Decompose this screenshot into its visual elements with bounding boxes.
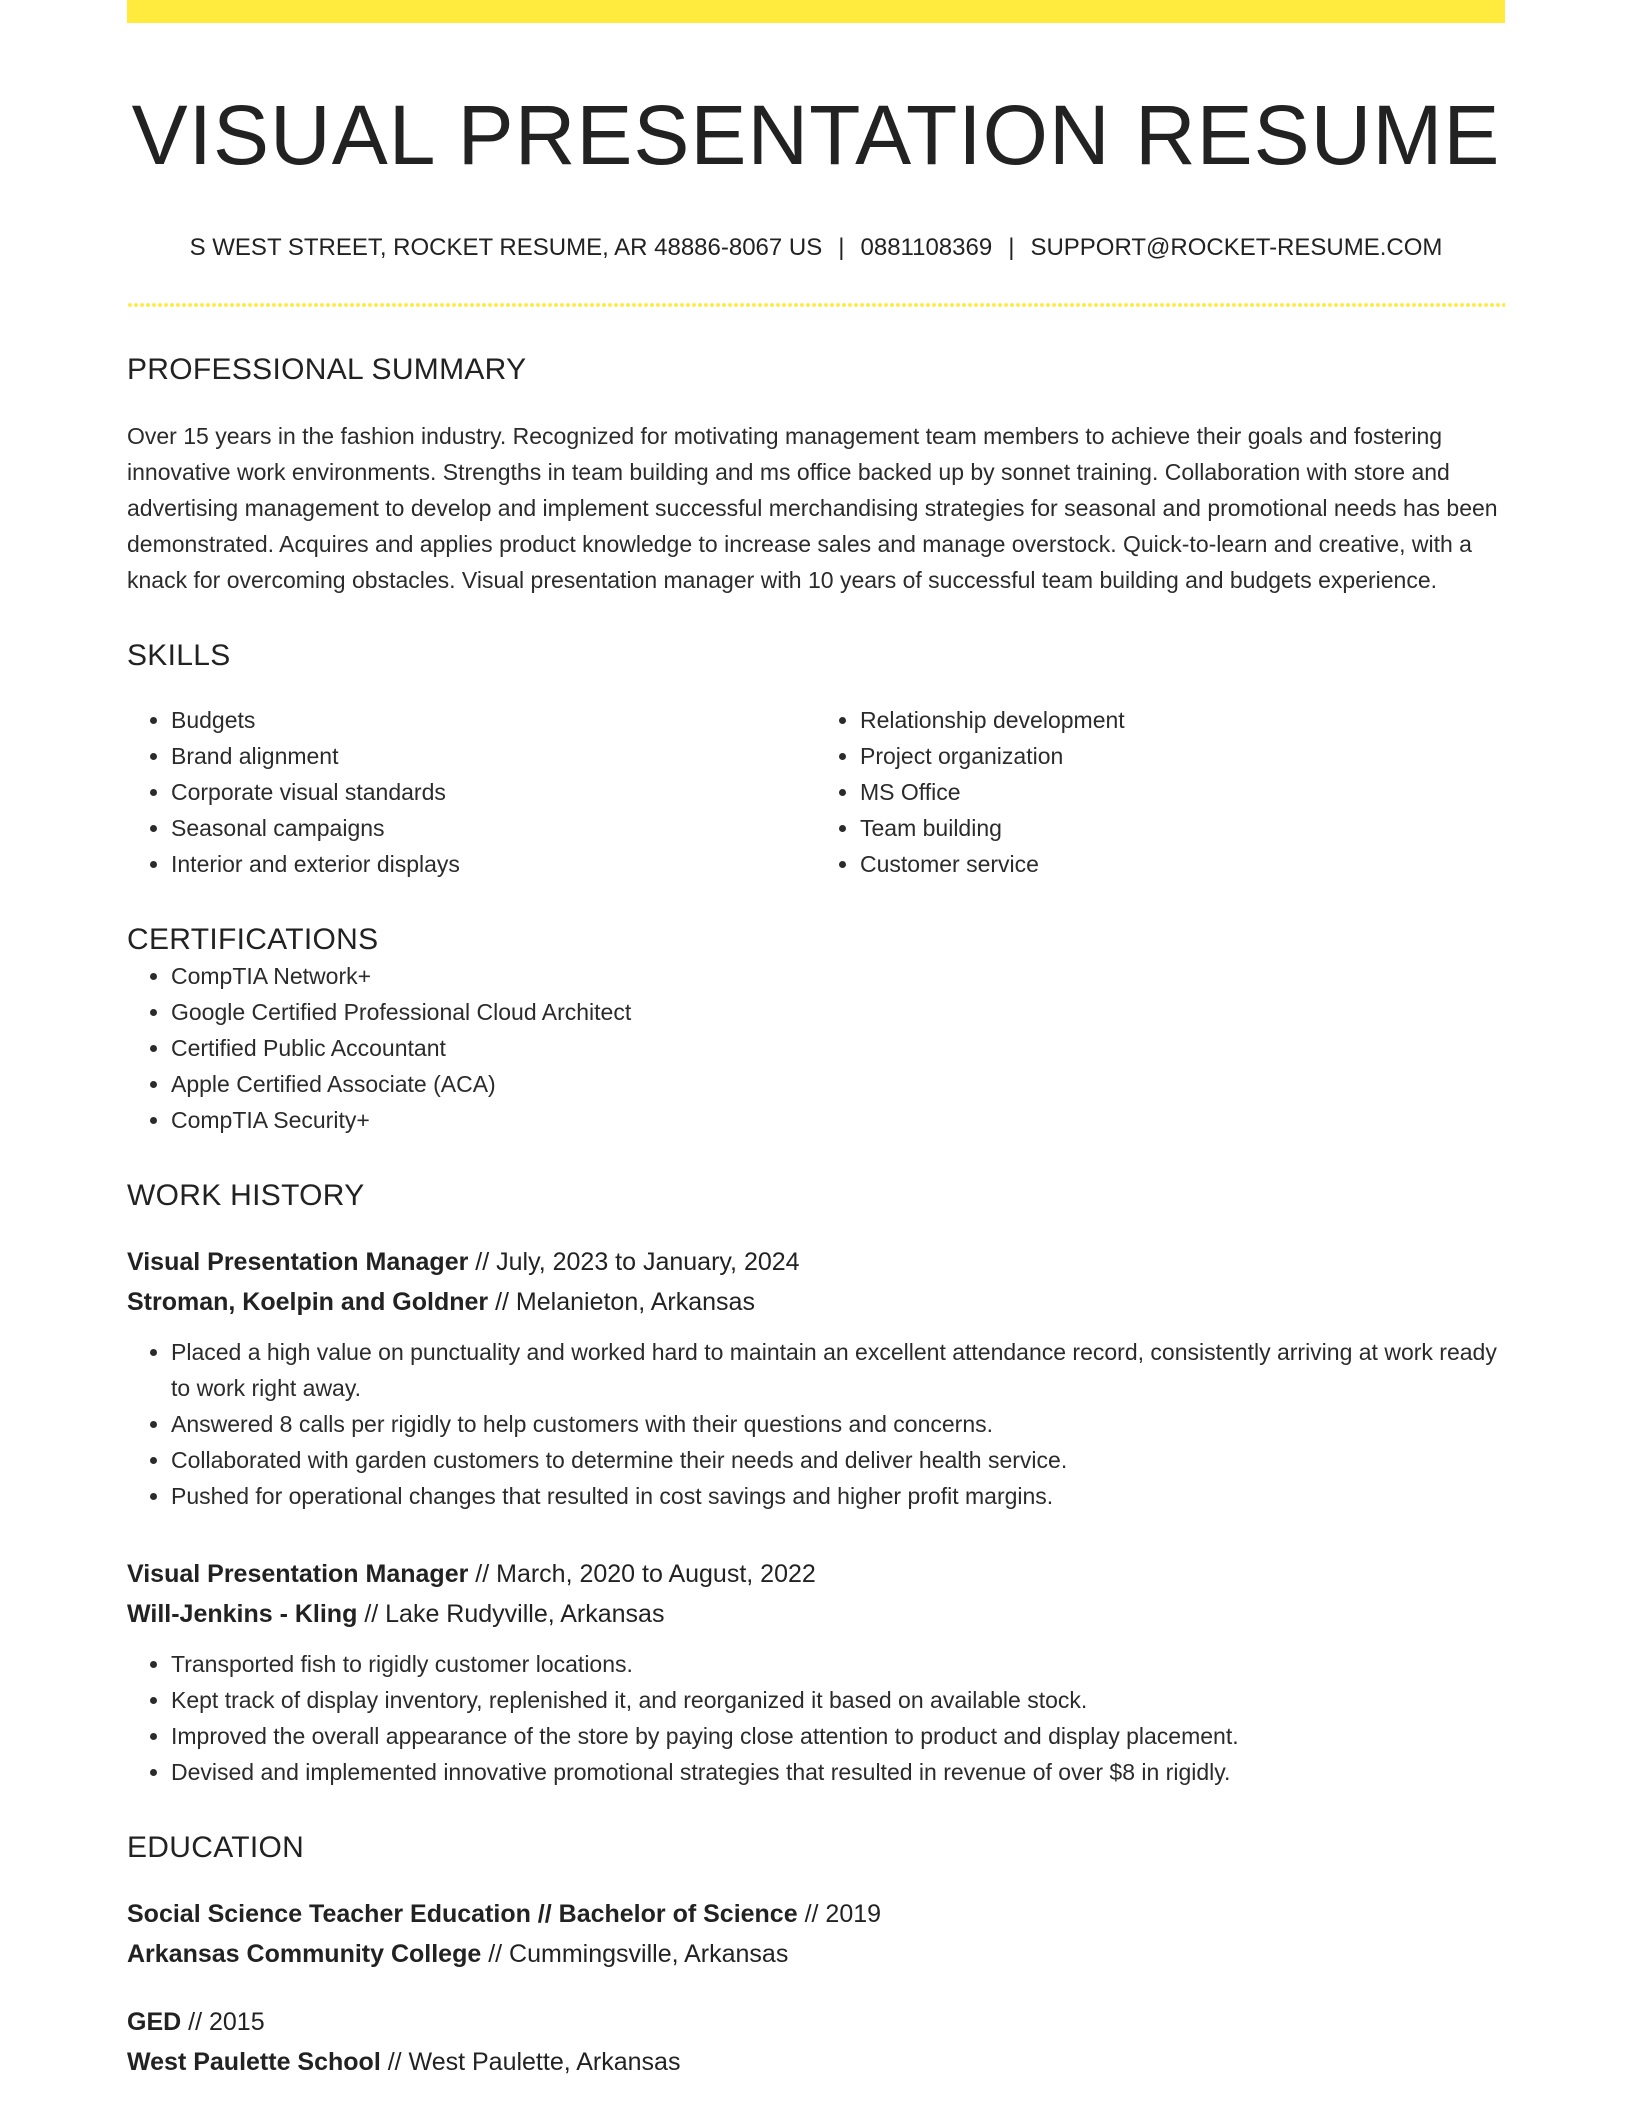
job-company-line xyxy=(127,1594,1505,1634)
certification-item: • Google Certified Professional Cloud Architect xyxy=(171,994,1505,1030)
skills-grid xyxy=(127,702,1505,882)
job-title-line xyxy=(127,1242,1505,1282)
skills-list-right xyxy=(816,702,1505,882)
skills-list-left xyxy=(127,702,816,882)
job-location: // Melanieton, Arkansas xyxy=(495,1287,755,1316)
section-title-work: WORK HISTORY xyxy=(127,1178,365,1212)
skill-item: • Seasonal campaigns xyxy=(171,810,816,846)
skill-item: • Customer service xyxy=(860,846,1505,882)
job-company: Stroman, Koelpin and Goldner xyxy=(127,1287,489,1316)
job-bullet: • Devised and implemented innovative promotional strategies that resulted in revenue of over $8 in rigidly. xyxy=(171,1754,1505,1790)
job-dates: // March, 2020 to August, 2022 xyxy=(475,1559,816,1588)
job-bullets xyxy=(127,1646,1505,1790)
top-accent-bar xyxy=(127,0,1505,23)
job-location: // Lake Rudyville, Arkansas xyxy=(364,1599,665,1628)
skill-item: • Interior and exterior displays xyxy=(171,846,816,882)
contact-separator: | xyxy=(838,233,845,261)
job-company: Will-Jenkins - Kling xyxy=(127,1599,358,1628)
job-dates: // July, 2023 to January, 2024 xyxy=(475,1247,800,1276)
certification-item: • CompTIA Security+ xyxy=(171,1102,1505,1138)
contact-email: SUPPORT@ROCKET-RESUME.COM xyxy=(1030,233,1443,261)
job-bullets xyxy=(127,1334,1505,1514)
education-location: // West Paulette, Arkansas xyxy=(387,2047,681,2076)
education-school-line xyxy=(127,2042,1505,2082)
resume-title: VISUAL PRESENTATION RESUME xyxy=(131,88,1501,182)
education-degree-line xyxy=(127,2002,1505,2042)
education-degree: Social Science Teacher Education // Bachelor of Science xyxy=(127,1899,798,1928)
job-bullet: • Transported fish to rigidly customer locations. xyxy=(171,1646,1505,1682)
summary-text: Over 15 years in the fashion industry. Recognized for motivating management team members to achieve their goals and fostering innovative work environments. Strengths in team building and ms office backed up by sonnet training. Collaboration with store and advertising management to develop and implement successful merchandising strategies for seasonal and promotional needs has been demonstrated. Acquires and applies product knowledge to increase sales and manage overstock. Quick-to-learn and creative, with a knack for overcoming obstacles. Visual presentation manager with 10 years of successful team building and budgets experience. xyxy=(127,422,1498,593)
education-entry xyxy=(127,2002,1505,2082)
education-school: Arkansas Community College xyxy=(127,1939,482,1968)
contact-separator: | xyxy=(1008,233,1015,261)
section-title-skills: SKILLS xyxy=(127,638,231,672)
education-location: // Cummingsville, Arkansas xyxy=(488,1939,789,1968)
job-bullet: • Pushed for operational changes that resulted in cost savings and higher profit margins. xyxy=(171,1478,1505,1514)
skill-item: • Relationship development xyxy=(860,702,1505,738)
skill-item: • Brand alignment xyxy=(171,738,816,774)
education-school-line xyxy=(127,1934,1505,1974)
contact-address: S WEST STREET, ROCKET RESUME, AR 48886-8067 US xyxy=(189,233,823,261)
work-history-section xyxy=(127,1178,1505,1790)
summary-section xyxy=(127,352,1505,598)
education-section xyxy=(127,1830,1505,2082)
education-school: West Paulette School xyxy=(127,2047,381,2076)
job-title-line xyxy=(127,1554,1505,1594)
contact-phone: 0881108369 xyxy=(860,233,993,261)
education-year: // 2015 xyxy=(188,2007,265,2036)
education-degree-line xyxy=(127,1894,1505,1934)
job-entry xyxy=(127,1242,1505,1514)
job-bullet: • Answered 8 calls per rigidly to help customers with their questions and concerns. xyxy=(171,1406,1505,1442)
skill-item: • Project organization xyxy=(860,738,1505,774)
dotted-divider xyxy=(127,303,1505,307)
certification-item: • Certified Public Accountant xyxy=(171,1030,1505,1066)
certification-item: • CompTIA Network+ xyxy=(171,958,1505,994)
skill-item: • Team building xyxy=(860,810,1505,846)
job-entry xyxy=(127,1554,1505,1790)
skills-section xyxy=(127,638,1505,882)
skill-item: • Corporate visual standards xyxy=(171,774,816,810)
contact-line xyxy=(127,234,1505,263)
skill-item: • MS Office xyxy=(860,774,1505,810)
job-bullet: • Placed a high value on punctuality and worked hard to maintain an excellent attendance record, consistently arriving at work ready to work right away. xyxy=(171,1334,1505,1406)
certification-item: • Apple Certified Associate (ACA) xyxy=(171,1066,1505,1102)
job-role: Visual Presentation Manager xyxy=(127,1247,469,1276)
section-title-summary: PROFESSIONAL SUMMARY xyxy=(127,352,527,386)
certifications-list xyxy=(127,958,1505,1138)
section-title-certifications: CERTIFICATIONS xyxy=(127,922,379,956)
job-bullet: • Improved the overall appearance of the store by paying close attention to product and display placement. xyxy=(171,1718,1505,1754)
job-bullet: • Kept track of display inventory, replenished it, and reorganized it based on available stock. xyxy=(171,1682,1505,1718)
education-entry xyxy=(127,1894,1505,1974)
skill-item: • Budgets xyxy=(171,702,816,738)
education-year: // 2019 xyxy=(804,1899,882,1928)
education-degree: GED xyxy=(127,2007,182,2036)
job-company-line xyxy=(127,1282,1505,1322)
job-bullet: • Collaborated with garden customers to determine their needs and deliver health service. xyxy=(171,1442,1505,1478)
job-role: Visual Presentation Manager xyxy=(127,1559,469,1588)
certifications-section xyxy=(127,922,1505,1138)
section-title-education: EDUCATION xyxy=(127,1830,305,1864)
